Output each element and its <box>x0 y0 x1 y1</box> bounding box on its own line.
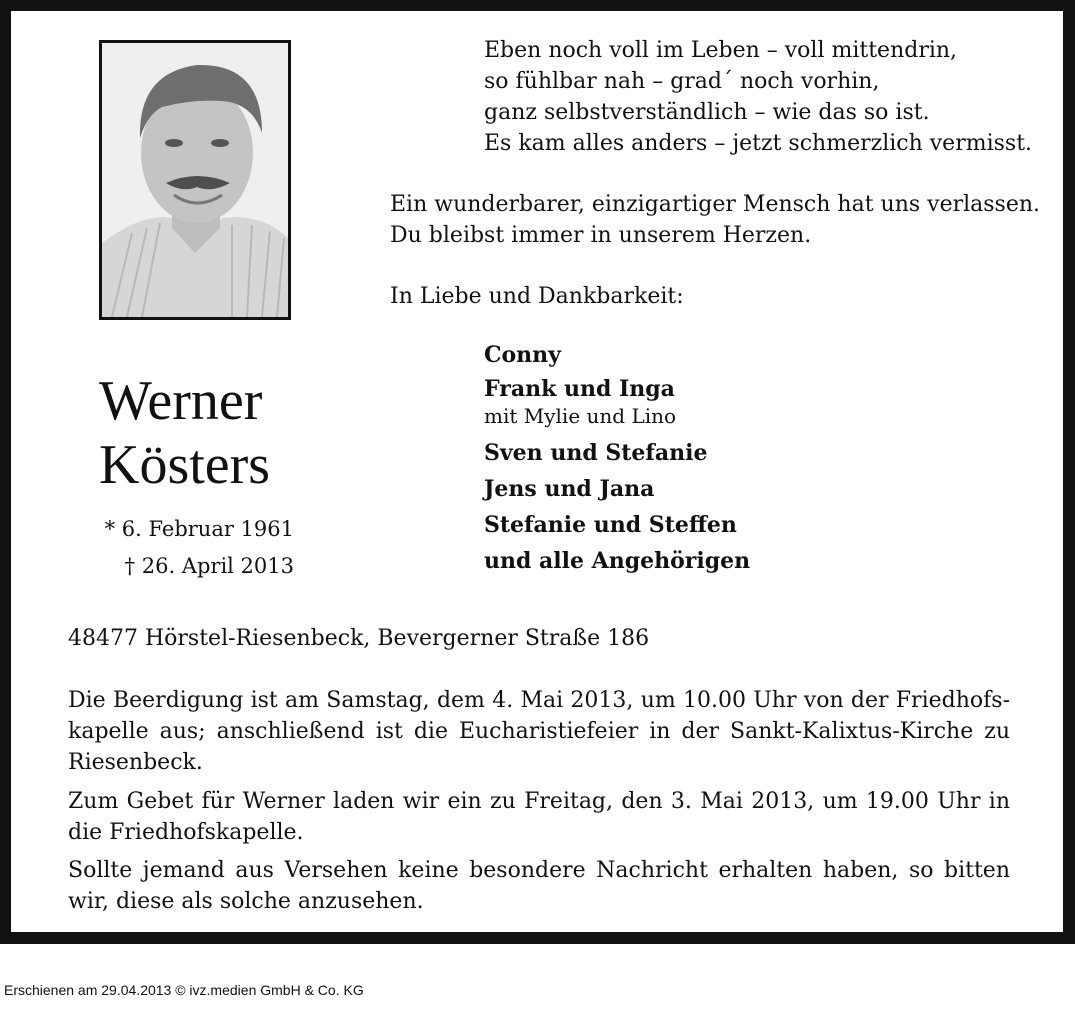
message-line: Du bleibst immer in unserem Herzen. <box>390 223 812 248</box>
family-member: Frank und Inga <box>484 376 675 402</box>
birth-date: * 6. Februar 1961 <box>104 517 294 541</box>
poem-line: ganz selbstverständlich – wie das so ist. <box>484 100 930 125</box>
address: 48477 Hörstel-Riesenbeck, Bevergerner Straße 186 <box>68 626 650 651</box>
death-date: † 26. April 2013 <box>124 554 294 578</box>
poem-line: so fühlbar nah – grad´ noch vorhin, <box>484 69 880 94</box>
message <box>390 189 1050 251</box>
portrait-illustration <box>102 43 288 317</box>
family-member-sub: mit Mylie und Lino <box>484 404 677 428</box>
funeral-paragraph: Die Beerdigung ist am Samstag, dem 4. Mai 2013, um 10.00 Uhr von der Friedhofskapelle aus; anschließend ist die Eucharistiefeier in der Sankt-Kalixtus-Kirche zu Riesenbeck. <box>68 688 1010 775</box>
publication-footer: Erschienen am 29.04.2013 © ivz.medien GmbH & Co. KG <box>4 982 364 998</box>
dank-line: In Liebe und Dankbarkeit: <box>390 284 684 309</box>
notice-body <box>11 11 1063 932</box>
portrait-photo <box>99 40 291 320</box>
life-dates <box>99 511 294 585</box>
family-member: Jens und Jana <box>484 476 655 502</box>
message-line: Ein wunderbarer, einzigartiger Mensch hat uns verlassen. <box>390 192 1041 217</box>
deceased-name <box>99 369 339 497</box>
family-member: Stefanie und Steffen <box>484 512 737 538</box>
prayer-paragraph: Zum Gebet für Werner laden wir ein zu Freitag, den 3. Mai 2013, um 19.00 Uhr in die Friedhofskapelle. <box>68 789 1010 845</box>
family-member: und alle Angehörigen <box>484 548 751 574</box>
first-name: Werner <box>99 370 263 432</box>
family-member: Conny <box>484 342 561 368</box>
family-member: Sven und Stefanie <box>484 440 708 466</box>
family-list <box>484 340 984 576</box>
notice-paragraph: Sollte jemand aus Versehen keine besondere Nachricht erhalten haben, so bitten wir, diese als solche anzusehen. <box>68 858 1010 914</box>
poem-line: Es kam alles anders – jetzt schmerzlich vermisst. <box>484 131 1033 156</box>
poem <box>484 35 1044 159</box>
poem-line: Eben noch voll im Leben – voll mittendrin, <box>484 38 958 63</box>
last-name: Kösters <box>99 434 271 496</box>
